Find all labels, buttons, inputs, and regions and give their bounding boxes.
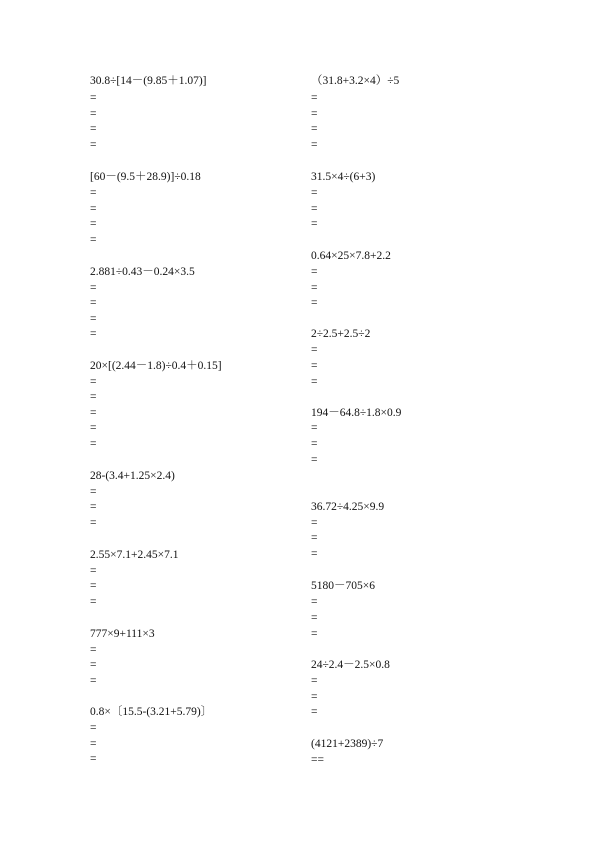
left-equals-line: = [90,391,97,403]
left-equals-line: = [90,407,97,419]
right-expression: 194－64.8÷1.8×0.9 [311,407,402,419]
left-equals-line: = [90,108,97,120]
left-equals-line: = [90,501,97,513]
right-expression: 31.5×4÷(6+3) [311,171,376,183]
left-equals-line: = [90,438,97,450]
left-equals-line: = [90,123,97,135]
left-equals-line: = [90,187,97,199]
left-expression: 2.55×7.1+2.45×7.1 [90,549,179,561]
left-equals-line: = [90,644,97,656]
left-expression: 0.8×〔15.5-(3.21+5.79)〕 [90,706,213,718]
left-equals-line: = [90,486,97,498]
right-equals-line: = [311,282,318,294]
left-expression: 777×9+111×3 [90,628,155,640]
right-expression: 0.64×25×7.8+2.2 [311,250,391,262]
right-equals-line: = [311,108,318,120]
left-equals-line: = [90,565,97,577]
right-equals-line: = [311,706,318,718]
left-expression: 30.8÷[14－(9.85＋1.07)] [90,75,207,87]
right-equals-line: = [311,203,318,215]
left-equals-line: = [90,203,97,215]
left-equals-line: = [90,92,97,104]
left-equals-line: = [90,328,97,340]
right-equals-line: = [311,218,318,230]
left-equals-line: = [90,234,97,246]
right-equals-line: = [311,297,318,309]
right-equals-line: == [311,754,324,766]
left-equals-line: = [90,738,97,750]
right-equals-line: = [311,266,318,278]
left-equals-line: = [90,596,97,608]
left-equals-line: = [90,675,97,687]
right-equals-line: = [311,517,318,529]
right-expression: （31.8+3.2×4）÷5 [311,75,400,87]
right-equals-line: = [311,675,318,687]
right-equals-line: = [311,596,318,608]
left-equals-line: = [90,753,97,765]
right-expression: 2÷2.5+2.5÷2 [311,328,371,340]
left-equals-line: = [90,722,97,734]
right-equals-line: = [311,612,318,624]
right-equals-line: = [311,360,318,372]
left-expression: 20×[(2.44－1.8)÷0.4＋0.15] [90,360,222,372]
left-equals-line: = [90,218,97,230]
right-expression: (4121+2389)÷7 [311,738,384,750]
right-exercise-column [311,0,531,850]
left-exercise-column [90,0,310,850]
right-equals-line: = [311,139,318,151]
right-equals-line: = [311,628,318,640]
left-equals-line: = [90,376,97,388]
left-expression: 28-(3.4+1.25×2.4) [90,470,175,482]
left-expression: 2.881÷0.43－0.24×3.5 [90,266,195,278]
right-equals-line: = [311,344,318,356]
right-equals-line: = [311,454,318,466]
right-equals-line: = [311,532,318,544]
right-equals-line: = [311,548,318,560]
left-equals-line: = [90,297,97,309]
left-equals-line: = [90,139,97,151]
right-expression: 36.72÷4.25×9.9 [311,501,385,513]
right-equals-line: = [311,187,318,199]
right-expression: 24÷2.4－2.5×0.8 [311,659,390,671]
right-equals-line: = [311,422,318,434]
right-equals-line: = [311,376,318,388]
right-equals-line: = [311,123,318,135]
left-equals-line: = [90,422,97,434]
left-equals-line: = [90,659,97,671]
right-equals-line: = [311,438,318,450]
left-equals-line: = [90,517,97,529]
left-expression: [60－(9.5＋28.9)]÷0.18 [90,171,201,183]
right-equals-line: = [311,691,318,703]
right-expression: 5180－705×6 [311,580,375,592]
left-equals-line: = [90,282,97,294]
left-equals-line: = [90,580,97,592]
left-equals-line: = [90,313,97,325]
right-equals-line: = [311,92,318,104]
